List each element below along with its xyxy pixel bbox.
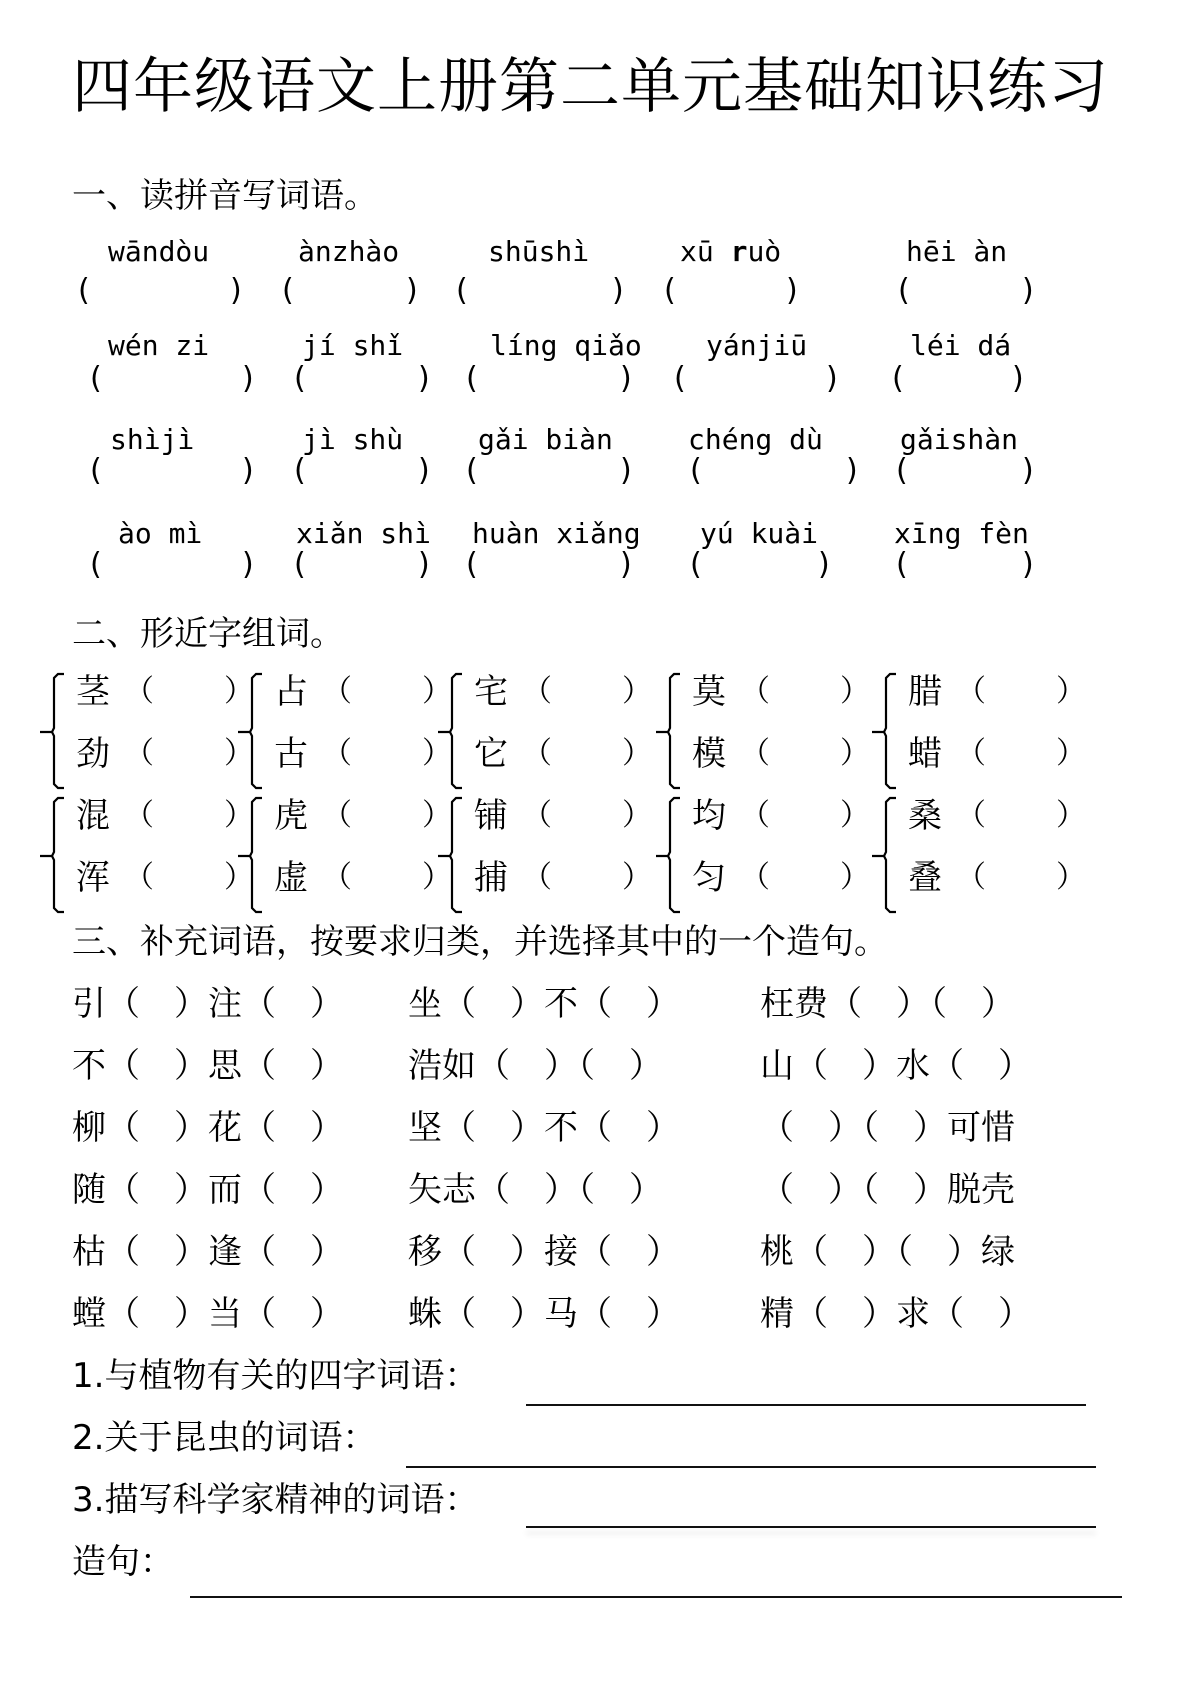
pinyin-label: shūshì (488, 235, 590, 268)
brace-icon (438, 796, 468, 914)
answer-blank[interactable] (706, 454, 844, 488)
idiom-blank-item[interactable]: 山（ ）水（ ） (760, 1046, 1032, 1086)
open-paren: （ (124, 798, 154, 833)
similar-char: 叠 (908, 858, 942, 898)
char-pair (656, 672, 870, 802)
answer-close-bracket: ) (620, 453, 632, 488)
similar-char: 铺 (474, 796, 508, 836)
sentence-answer-line[interactable] (190, 1596, 1122, 1598)
pinyin-part-bold: r (730, 235, 748, 268)
answer-blank[interactable] (908, 362, 1010, 396)
idiom-row (72, 1170, 1132, 1210)
pinyin-label: léi dá (910, 329, 1012, 362)
pinyin-label: gǎi biàn (478, 423, 613, 456)
close-paren: ） (224, 674, 254, 709)
similar-char: 虚 (274, 858, 308, 898)
open-paren: （ (522, 736, 552, 771)
close-paren: ） (422, 674, 452, 709)
answer-close-bracket: ) (826, 361, 838, 396)
similar-char: 宅 (474, 672, 508, 712)
similar-char: 模 (692, 734, 726, 774)
pinyin-label: chéng dù (688, 423, 823, 456)
word-blank[interactable] (354, 672, 420, 712)
idiom-row (72, 1232, 1132, 1272)
brace-icon (40, 672, 70, 790)
answer-blank[interactable] (912, 548, 1020, 582)
close-paren: ） (422, 860, 452, 895)
answer-open-bracket: ( (282, 273, 294, 308)
idiom-blank-item[interactable]: 桃（ ）（ ）绿 (760, 1232, 1015, 1272)
similar-char: 腊 (908, 672, 942, 712)
answer-blank[interactable] (706, 548, 816, 582)
pinyin-label: jí shǐ (302, 329, 404, 362)
brace-icon (872, 672, 902, 790)
answer-open-bracket: ( (892, 361, 904, 396)
brace-icon (238, 796, 268, 914)
word-blank[interactable] (554, 858, 620, 898)
close-paren: ） (224, 798, 254, 833)
answer-close-bracket: ) (242, 547, 254, 582)
open-paren: （ (522, 674, 552, 709)
answer-open-bracket: ( (898, 273, 910, 308)
close-paren: ） (840, 736, 870, 771)
close-paren: ） (622, 736, 652, 771)
answer-open-bracket: ( (294, 361, 306, 396)
answer-open-bracket: ( (664, 273, 676, 308)
pinyin-label: ào mì (118, 517, 203, 550)
open-paren: （ (124, 736, 154, 771)
answer-open-bracket: ( (466, 547, 478, 582)
similar-char: 均 (692, 796, 726, 836)
pinyin-label: yánjiū (706, 329, 808, 362)
close-paren: ） (1056, 860, 1086, 895)
close-paren: ） (840, 860, 870, 895)
pinyin-label: yú kuài (700, 517, 819, 550)
brace-icon (656, 796, 686, 914)
open-paren: （ (740, 736, 770, 771)
answer-close-bracket: ) (612, 273, 624, 308)
similar-char: 茎 (76, 672, 110, 712)
char-pair (40, 672, 254, 802)
word-blank[interactable] (554, 796, 620, 836)
idiom-blank-item[interactable]: 蛛（ ）马（ ） (408, 1294, 680, 1334)
idiom-blank-item[interactable]: 坐（ ）不（ ） (408, 984, 680, 1024)
answer-blank[interactable] (310, 362, 416, 396)
answer-open-bracket: ( (690, 547, 702, 582)
idiom-blank-item[interactable]: 矢志（ ）（ ） (408, 1170, 663, 1210)
open-paren: （ (956, 860, 986, 895)
word-blank[interactable] (772, 858, 838, 898)
answer-blank[interactable] (94, 274, 228, 308)
question-label: 2.关于昆虫的词语： (72, 1418, 377, 1458)
char-pair (238, 796, 452, 926)
similar-char: 它 (474, 734, 508, 774)
question-label: 造句： (72, 1542, 174, 1582)
open-paren: （ (740, 798, 770, 833)
similar-char: 莫 (692, 672, 726, 712)
pinyin-label: jì shù (302, 423, 404, 456)
answer-close-bracket: ) (620, 547, 632, 582)
pinyin-label: wén zi (108, 329, 210, 362)
word-blank[interactable] (554, 672, 620, 712)
similar-char: 占 (274, 672, 308, 712)
idiom-blank-item[interactable]: （ ）（ ）脱壳 (760, 1170, 1015, 1210)
close-paren: ） (840, 798, 870, 833)
answer-close-bracket: ) (418, 547, 430, 582)
open-paren: （ (322, 736, 352, 771)
answer-blank[interactable] (482, 548, 618, 582)
answer-open-bracket: ( (78, 273, 90, 308)
section2-heading: 二、形近字组词。 (72, 614, 344, 654)
pinyin-label: gǎishàn (900, 423, 1019, 456)
answer-open-bracket: ( (456, 273, 468, 308)
answer-blank[interactable] (482, 454, 618, 488)
similar-char: 虎 (274, 796, 308, 836)
answer-open-bracket: ( (674, 361, 686, 396)
idiom-row (72, 1046, 1132, 1086)
answer-close-bracket: ) (418, 361, 430, 396)
word-blank[interactable] (988, 672, 1054, 712)
close-paren: ） (840, 674, 870, 709)
char-pair (872, 796, 1086, 926)
pinyin-label: xīng fèn (894, 517, 1029, 550)
answer-blank[interactable] (690, 362, 824, 396)
open-paren: （ (124, 860, 154, 895)
answer-close-bracket: ) (1022, 547, 1034, 582)
answer-blank[interactable] (310, 548, 416, 582)
answer-open-bracket: ( (896, 547, 908, 582)
word-blank[interactable] (156, 858, 222, 898)
open-paren: （ (740, 674, 770, 709)
word-blank[interactable] (354, 734, 420, 774)
word-blank[interactable] (988, 858, 1054, 898)
answer-open-bracket: ( (294, 547, 306, 582)
brace-icon (656, 672, 686, 790)
pinyin-part: uò (747, 235, 782, 268)
close-paren: ） (422, 736, 452, 771)
char-pair (40, 796, 254, 926)
idiom-row (72, 984, 1132, 1024)
word-blank[interactable] (772, 672, 838, 712)
similar-char: 捕 (474, 858, 508, 898)
word-blank[interactable] (354, 858, 420, 898)
answer-line[interactable] (406, 1466, 1096, 1468)
idiom-row (72, 1108, 1132, 1148)
similar-char: 古 (274, 734, 308, 774)
word-blank[interactable] (354, 796, 420, 836)
answer-blank[interactable] (106, 362, 240, 396)
open-paren: （ (956, 736, 986, 771)
answer-close-bracket: ) (242, 453, 254, 488)
pinyin-label: wāndòu (108, 235, 210, 268)
answer-line[interactable] (526, 1526, 1096, 1528)
answer-open-bracket: ( (90, 547, 102, 582)
close-paren: ） (622, 798, 652, 833)
answer-open-bracket: ( (466, 361, 478, 396)
answer-blank[interactable] (106, 454, 240, 488)
idiom-blank-item[interactable]: 枯（ ）逢（ ） (72, 1232, 344, 1272)
answer-blank[interactable] (482, 362, 618, 396)
page-title: 四年级语文上册第二单元基础知识练习 (72, 52, 1109, 122)
open-paren: （ (522, 860, 552, 895)
answer-close-bracket: ) (230, 273, 242, 308)
answer-open-bracket: ( (896, 453, 908, 488)
idiom-blank-item[interactable]: 引（ ）注（ ） (72, 984, 344, 1024)
open-paren: （ (956, 798, 986, 833)
question-label: 3.描写科学家精神的词语： (72, 1480, 479, 1520)
similar-char: 劲 (76, 734, 110, 774)
answer-open-bracket: ( (90, 453, 102, 488)
char-pair (438, 796, 652, 926)
idiom-blank-item[interactable]: 不（ ）思（ ） (72, 1046, 344, 1086)
word-blank[interactable] (156, 672, 222, 712)
answer-close-bracket: ) (406, 273, 418, 308)
idiom-blank-item[interactable]: 随（ ）而（ ） (72, 1170, 344, 1210)
similar-char: 蜡 (908, 734, 942, 774)
answer-close-bracket: ) (1012, 361, 1024, 396)
section3-heading: 三、补充词语，按要求归类，并选择其中的一个造句。 (72, 922, 888, 962)
char-pair (872, 672, 1086, 802)
pinyin-label (680, 236, 781, 268)
answer-blank[interactable] (310, 454, 416, 488)
answer-blank[interactable] (298, 274, 404, 308)
similar-char: 桑 (908, 796, 942, 836)
answer-close-bracket: ) (846, 453, 858, 488)
idiom-row (72, 1294, 1132, 1334)
open-paren: （ (322, 798, 352, 833)
close-paren: ） (224, 736, 254, 771)
open-paren: （ (322, 860, 352, 895)
answer-line[interactable] (526, 1404, 1086, 1406)
word-blank[interactable] (156, 734, 222, 774)
section1-heading: 一、读拼音写词语。 (72, 176, 378, 216)
open-paren: （ (740, 860, 770, 895)
idiom-blank-item[interactable]: 移（ ）接（ ） (408, 1232, 680, 1272)
answer-close-bracket: ) (818, 547, 830, 582)
close-paren: ） (622, 860, 652, 895)
answer-blank[interactable] (106, 548, 240, 582)
pinyin-label: huàn xiǎng (472, 517, 641, 550)
pinyin-label: xiǎn shì (296, 517, 431, 550)
similar-char: 混 (76, 796, 110, 836)
idiom-blank-item[interactable]: 坚（ ）不（ ） (408, 1108, 680, 1148)
idiom-blank-item[interactable]: 螳（ ）当（ ） (72, 1294, 344, 1334)
word-blank[interactable] (772, 734, 838, 774)
close-paren: ） (1056, 674, 1086, 709)
answer-blank[interactable] (914, 274, 1020, 308)
similar-char: 浑 (76, 858, 110, 898)
answer-open-bracket: ( (466, 453, 478, 488)
pinyin-label: ànzhào (298, 235, 400, 268)
word-blank[interactable] (772, 796, 838, 836)
answer-close-bracket: ) (1022, 273, 1034, 308)
open-paren: （ (956, 674, 986, 709)
idiom-blank-item[interactable]: 浩如（ ）（ ） (408, 1046, 663, 1086)
brace-icon (872, 796, 902, 914)
close-paren: ） (1056, 736, 1086, 771)
brace-icon (238, 672, 268, 790)
similar-char: 匀 (692, 858, 726, 898)
char-pair (238, 672, 452, 802)
idiom-blank-item[interactable]: 柳（ ）花（ ） (72, 1108, 344, 1148)
answer-open-bracket: ( (294, 453, 306, 488)
word-blank[interactable] (988, 734, 1054, 774)
brace-icon (438, 672, 468, 790)
open-paren: （ (322, 674, 352, 709)
pinyin-label: hēi àn (906, 235, 1008, 268)
answer-open-bracket: ( (690, 453, 702, 488)
answer-blank[interactable] (912, 454, 1020, 488)
answer-blank[interactable] (472, 274, 610, 308)
open-paren: （ (522, 798, 552, 833)
word-blank[interactable] (988, 796, 1054, 836)
question-label: 1.与植物有关的四字词语： (72, 1356, 479, 1396)
close-paren: ） (622, 674, 652, 709)
answer-close-bracket: ) (418, 453, 430, 488)
brace-icon (40, 796, 70, 914)
close-paren: ） (1056, 798, 1086, 833)
pinyin-part: xū (680, 235, 731, 268)
answer-close-bracket: ) (620, 361, 632, 396)
pinyin-label: líng qiǎo (490, 329, 642, 362)
char-pair (656, 796, 870, 926)
answer-close-bracket: ) (786, 273, 798, 308)
idiom-blank-item[interactable]: （ ）（ ）可惜 (760, 1108, 1015, 1148)
close-paren: ） (224, 860, 254, 895)
close-paren: ） (422, 798, 452, 833)
answer-open-bracket: ( (90, 361, 102, 396)
idiom-blank-item[interactable]: 精（ ）求（ ） (760, 1294, 1032, 1334)
open-paren: （ (124, 674, 154, 709)
word-blank[interactable] (554, 734, 620, 774)
answer-close-bracket: ) (242, 361, 254, 396)
word-blank[interactable] (156, 796, 222, 836)
answer-close-bracket: ) (1022, 453, 1034, 488)
idiom-blank-item[interactable]: 枉费（ ）（ ） (760, 984, 1015, 1024)
answer-blank[interactable] (680, 274, 784, 308)
char-pair (438, 672, 652, 802)
pinyin-label: shìjì (110, 423, 195, 456)
